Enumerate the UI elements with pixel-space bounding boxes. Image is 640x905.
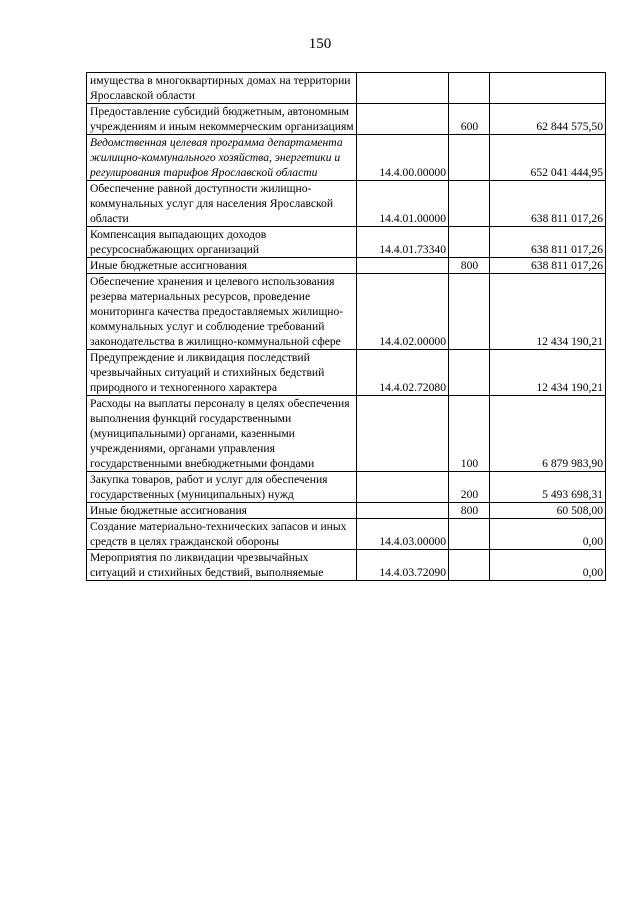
row-name-cell: Обеспечение равной доступности жилищно-коммунальных услуг для населения Ярославской области xyxy=(87,181,357,227)
row-sum-cell: 60 508,00 xyxy=(490,503,606,519)
page-number: 150 xyxy=(308,36,332,52)
row-name-cell: Предоставление субсидий бюджетным, автономным учреждениям и иным некоммерческим организациям xyxy=(87,104,357,135)
table-row xyxy=(87,181,606,227)
table-row xyxy=(87,104,606,135)
row-code-cell xyxy=(357,396,449,472)
row-sum-cell: 638 811 017,26 xyxy=(490,181,606,227)
row-type-cell: 800 xyxy=(449,258,490,274)
row-type-cell xyxy=(449,350,490,396)
row-sum-cell: 0,00 xyxy=(490,550,606,581)
row-name-cell: Создание материально-технических запасов и иных средств в целях гражданской обороны xyxy=(87,519,357,550)
row-sum-cell: 12 434 190,21 xyxy=(490,274,606,350)
row-sum-cell: 62 844 575,50 xyxy=(490,104,606,135)
row-type-cell xyxy=(449,519,490,550)
row-code-cell xyxy=(357,503,449,519)
row-sum-cell: 0,00 xyxy=(490,519,606,550)
row-name-cell: Компенсация выпадающих доходов ресурсоснабжающих организаций xyxy=(87,227,357,258)
row-code-cell: 14.4.01.00000 xyxy=(357,181,449,227)
table-row xyxy=(87,135,606,181)
row-type-cell: 200 xyxy=(449,472,490,503)
table-row xyxy=(87,274,606,350)
row-type-cell xyxy=(449,274,490,350)
table-row xyxy=(87,350,606,396)
table-row xyxy=(87,396,606,472)
row-name-cell: Иные бюджетные ассигнования xyxy=(87,503,357,519)
row-code-cell: 14.4.03.72090 xyxy=(357,550,449,581)
row-type-cell xyxy=(449,550,490,581)
row-sum-cell: 638 811 017,26 xyxy=(490,227,606,258)
row-type-cell: 800 xyxy=(449,503,490,519)
row-type-cell xyxy=(449,181,490,227)
row-code-cell: 14.4.03.00000 xyxy=(357,519,449,550)
row-type-cell: 600 xyxy=(449,104,490,135)
row-type-cell xyxy=(449,73,490,104)
row-sum-cell: 638 811 017,26 xyxy=(490,258,606,274)
row-code-cell: 14.4.00.00000 xyxy=(357,135,449,181)
row-sum-cell: 6 879 983,90 xyxy=(490,396,606,472)
row-type-cell xyxy=(449,135,490,181)
row-sum-cell: 12 434 190,21 xyxy=(490,350,606,396)
row-name-cell: Обеспечение хранения и целевого использования резерва материальных ресурсов, проведение мониторинга качества предоставляемых жилищно-коммунальных услуг и соблюдение требований законодательства в жилищно-коммунальной сфере xyxy=(87,274,357,350)
row-type-cell xyxy=(449,227,490,258)
table-row xyxy=(87,519,606,550)
row-code-cell xyxy=(357,73,449,104)
row-sum-cell xyxy=(490,73,606,104)
row-code-cell xyxy=(357,472,449,503)
row-code-cell xyxy=(357,258,449,274)
row-name-cell: Расходы на выплаты персоналу в целях обеспечения выполнения функций государственными (муниципальными) органами, казенными учреждениями, органами управления государственными внебюджетными фондами xyxy=(87,396,357,472)
row-name-cell: Закупка товаров, работ и услуг для обеспечения государственных (муниципальных) нужд xyxy=(87,472,357,503)
table-row xyxy=(87,73,606,104)
row-sum-cell: 652 041 444,95 xyxy=(490,135,606,181)
row-code-cell xyxy=(357,104,449,135)
row-name-cell: Мероприятия по ликвидации чрезвычайных ситуаций и стихийных бедствий, выполняемые xyxy=(87,550,357,581)
table-row xyxy=(87,258,606,274)
row-code-cell: 14.4.02.00000 xyxy=(357,274,449,350)
row-code-cell: 14.4.01.73340 xyxy=(357,227,449,258)
row-name-cell: имущества в многоквартирных домах на территории Ярославской области xyxy=(87,73,357,104)
budget-table xyxy=(86,72,606,581)
table-row xyxy=(87,550,606,581)
row-type-cell: 100 xyxy=(449,396,490,472)
table-row xyxy=(87,227,606,258)
row-code-cell: 14.4.02.72080 xyxy=(357,350,449,396)
table-row xyxy=(87,472,606,503)
row-sum-cell: 5 493 698,31 xyxy=(490,472,606,503)
row-name-cell: Предупреждение и ликвидация последствий чрезвычайных ситуаций и стихийных бедствий природного и техногенного характера xyxy=(87,350,357,396)
table-row xyxy=(87,503,606,519)
row-name-cell: Ведомственная целевая программа департамента жилищно-коммунального хозяйства, энергетики и регулирования тарифов Ярославской области xyxy=(87,135,357,181)
row-name-cell: Иные бюджетные ассигнования xyxy=(87,258,357,274)
